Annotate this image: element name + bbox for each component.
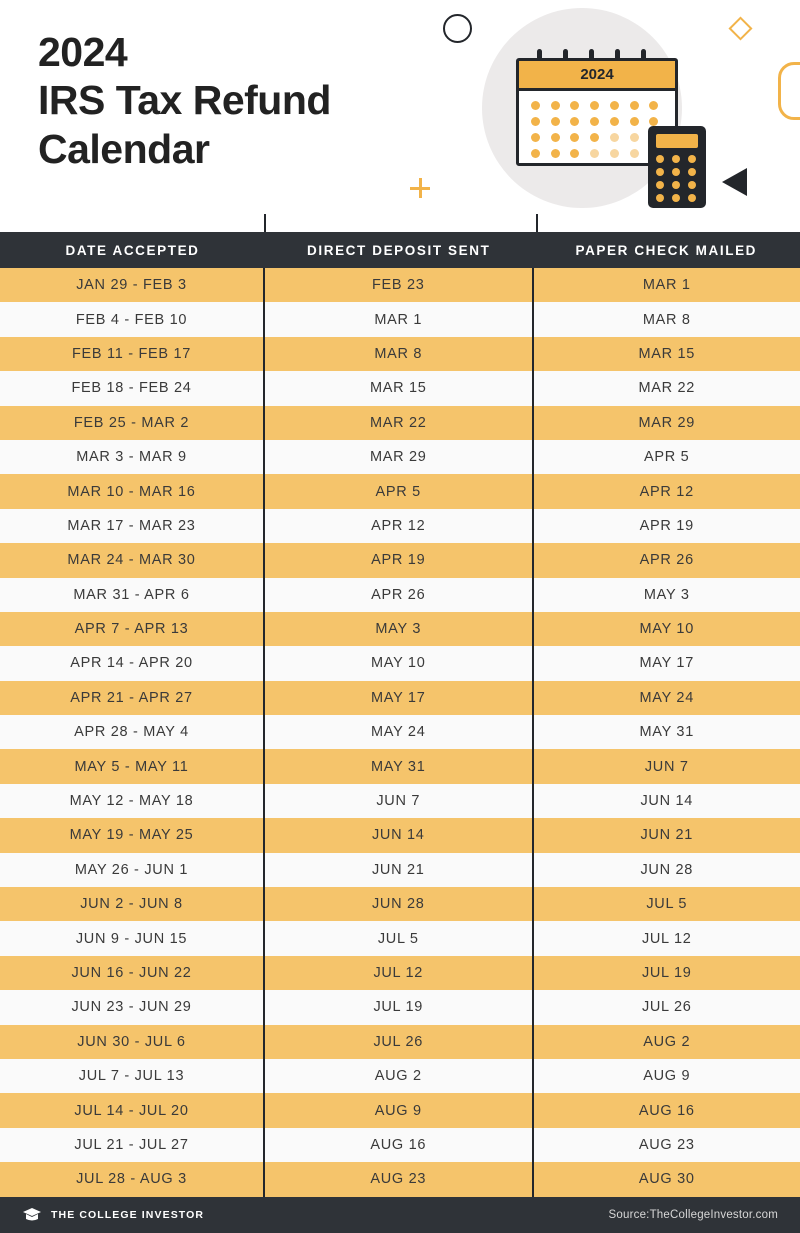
cell-paper-check: APR 5	[534, 440, 800, 474]
table-row	[0, 337, 800, 371]
cell-date-accepted: MAR 31 - APR 6	[0, 578, 265, 612]
cell-direct-deposit: JUL 12	[265, 956, 534, 990]
source-label: Source:TheCollegeInvestor.com	[609, 1209, 778, 1221]
cell-paper-check: APR 12	[534, 474, 800, 508]
cell-paper-check: AUG 16	[534, 1093, 800, 1127]
cell-date-accepted: JUN 9 - JUN 15	[0, 921, 265, 955]
diamond-outline-icon	[728, 16, 752, 40]
cell-paper-check: MAR 22	[534, 371, 800, 405]
cell-paper-check: JUL 19	[534, 956, 800, 990]
cell-date-accepted: MAY 12 - MAY 18	[0, 784, 265, 818]
cell-direct-deposit: APR 5	[265, 474, 534, 508]
table-row	[0, 956, 800, 990]
cell-date-accepted: JUL 21 - JUL 27	[0, 1128, 265, 1162]
table-row	[0, 509, 800, 543]
table-row	[0, 371, 800, 405]
cell-date-accepted: JAN 29 - FEB 3	[0, 268, 265, 302]
cell-direct-deposit: JUL 19	[265, 990, 534, 1024]
table-row	[0, 749, 800, 783]
cell-direct-deposit: MAY 17	[265, 681, 534, 715]
cell-date-accepted: FEB 11 - FEB 17	[0, 337, 265, 371]
cell-date-accepted: MAY 5 - MAY 11	[0, 749, 265, 783]
plus-icon	[410, 178, 430, 198]
cell-direct-deposit: AUG 9	[265, 1093, 534, 1127]
header	[0, 0, 800, 232]
title-line-2: IRS Tax Refund	[38, 76, 478, 124]
column-divider-tick-1	[264, 214, 266, 232]
cell-direct-deposit: MAY 24	[265, 715, 534, 749]
cell-paper-check: AUG 2	[534, 1025, 800, 1059]
cell-direct-deposit: APR 26	[265, 578, 534, 612]
cell-direct-deposit: APR 19	[265, 543, 534, 577]
graduation-cap-icon	[22, 1207, 42, 1223]
cell-paper-check: MAY 17	[534, 646, 800, 680]
table-row	[0, 1162, 800, 1196]
table-row	[0, 302, 800, 336]
rounded-square-icon	[778, 62, 800, 120]
column-divider-tick-2	[536, 214, 538, 232]
cell-paper-check: JUN 14	[534, 784, 800, 818]
cell-paper-check: MAY 24	[534, 681, 800, 715]
cell-direct-deposit: JUN 21	[265, 853, 534, 887]
cell-direct-deposit: AUG 2	[265, 1059, 534, 1093]
cell-paper-check: APR 26	[534, 543, 800, 577]
brand	[22, 1207, 204, 1223]
cell-paper-check: APR 19	[534, 509, 800, 543]
column-header-paper-check-mailed: PAPER CHECK MAILED	[533, 232, 800, 268]
cell-paper-check: MAY 31	[534, 715, 800, 749]
cell-date-accepted: FEB 25 - MAR 2	[0, 406, 265, 440]
table-row	[0, 268, 800, 302]
cell-direct-deposit: MAY 31	[265, 749, 534, 783]
cell-date-accepted: APR 21 - APR 27	[0, 681, 265, 715]
cell-direct-deposit: AUG 23	[265, 1162, 534, 1196]
cell-paper-check: MAY 3	[534, 578, 800, 612]
cell-paper-check: MAR 15	[534, 337, 800, 371]
cell-direct-deposit: MAR 8	[265, 337, 534, 371]
cell-date-accepted: MAR 10 - MAR 16	[0, 474, 265, 508]
table-row	[0, 818, 800, 852]
table-header-row	[0, 232, 800, 268]
calendar-year-label: 2024	[519, 66, 675, 83]
cell-paper-check: MAR 8	[534, 302, 800, 336]
cell-paper-check: MAR 1	[534, 268, 800, 302]
cell-date-accepted: JUL 28 - AUG 3	[0, 1162, 265, 1196]
triangle-icon	[722, 168, 747, 196]
cell-paper-check: JUL 5	[534, 887, 800, 921]
cell-direct-deposit: MAR 1	[265, 302, 534, 336]
table-row	[0, 440, 800, 474]
cell-date-accepted: JUN 16 - JUN 22	[0, 956, 265, 990]
cell-paper-check: JUN 7	[534, 749, 800, 783]
cell-paper-check: AUG 30	[534, 1162, 800, 1196]
cell-paper-check: JUL 26	[534, 990, 800, 1024]
cell-direct-deposit: JUL 26	[265, 1025, 534, 1059]
cell-date-accepted: FEB 4 - FEB 10	[0, 302, 265, 336]
cell-direct-deposit: MAR 15	[265, 371, 534, 405]
calculator-icon	[648, 126, 706, 208]
table-row	[0, 646, 800, 680]
cell-date-accepted: MAR 3 - MAR 9	[0, 440, 265, 474]
table-row	[0, 474, 800, 508]
brand-label: THE COLLEGE INVESTOR	[51, 1209, 204, 1221]
table-row	[0, 887, 800, 921]
table-row	[0, 853, 800, 887]
cell-date-accepted: APR 14 - APR 20	[0, 646, 265, 680]
cell-date-accepted: JUN 30 - JUL 6	[0, 1025, 265, 1059]
cell-paper-check: MAY 10	[534, 612, 800, 646]
column-header-direct-deposit-sent: DIRECT DEPOSIT SENT	[265, 232, 533, 268]
table-row	[0, 990, 800, 1024]
cell-paper-check: JUN 21	[534, 818, 800, 852]
table-row	[0, 784, 800, 818]
circle-outline-icon	[443, 14, 472, 43]
cell-date-accepted: JUL 7 - JUL 13	[0, 1059, 265, 1093]
cell-direct-deposit: MAR 29	[265, 440, 534, 474]
table-row	[0, 921, 800, 955]
table-row	[0, 681, 800, 715]
cell-date-accepted: JUN 23 - JUN 29	[0, 990, 265, 1024]
cell-direct-deposit: JUN 28	[265, 887, 534, 921]
cell-direct-deposit: APR 12	[265, 509, 534, 543]
cell-date-accepted: APR 28 - MAY 4	[0, 715, 265, 749]
cell-direct-deposit: FEB 23	[265, 268, 534, 302]
cell-paper-check: AUG 9	[534, 1059, 800, 1093]
cell-date-accepted: MAY 26 - JUN 1	[0, 853, 265, 887]
cell-direct-deposit: MAY 10	[265, 646, 534, 680]
title-line-1: 2024	[38, 28, 478, 76]
table-row	[0, 612, 800, 646]
cell-paper-check: JUN 28	[534, 853, 800, 887]
refund-schedule-table	[0, 232, 800, 1197]
cell-direct-deposit: MAR 22	[265, 406, 534, 440]
table-row	[0, 543, 800, 577]
cell-date-accepted: FEB 18 - FEB 24	[0, 371, 265, 405]
cell-direct-deposit: JUN 7	[265, 784, 534, 818]
table-row	[0, 1025, 800, 1059]
cell-direct-deposit: JUN 14	[265, 818, 534, 852]
cell-date-accepted: JUN 2 - JUN 8	[0, 887, 265, 921]
title-line-3: Calendar	[38, 125, 478, 173]
column-header-date-accepted: DATE ACCEPTED	[0, 232, 265, 268]
cell-direct-deposit: AUG 16	[265, 1128, 534, 1162]
cell-date-accepted: JUL 14 - JUL 20	[0, 1093, 265, 1127]
cell-paper-check: JUL 12	[534, 921, 800, 955]
cell-date-accepted: MAY 19 - MAY 25	[0, 818, 265, 852]
cell-direct-deposit: JUL 5	[265, 921, 534, 955]
table-row	[0, 1128, 800, 1162]
table-row	[0, 1093, 800, 1127]
cell-paper-check: AUG 23	[534, 1128, 800, 1162]
cell-direct-deposit: MAY 3	[265, 612, 534, 646]
table-row	[0, 406, 800, 440]
table-row	[0, 578, 800, 612]
cell-date-accepted: MAR 24 - MAR 30	[0, 543, 265, 577]
cell-paper-check: MAR 29	[534, 406, 800, 440]
page-title	[38, 28, 478, 173]
cell-date-accepted: APR 7 - APR 13	[0, 612, 265, 646]
footer	[0, 1197, 800, 1233]
table-row	[0, 1059, 800, 1093]
cell-date-accepted: MAR 17 - MAR 23	[0, 509, 265, 543]
table-row	[0, 715, 800, 749]
